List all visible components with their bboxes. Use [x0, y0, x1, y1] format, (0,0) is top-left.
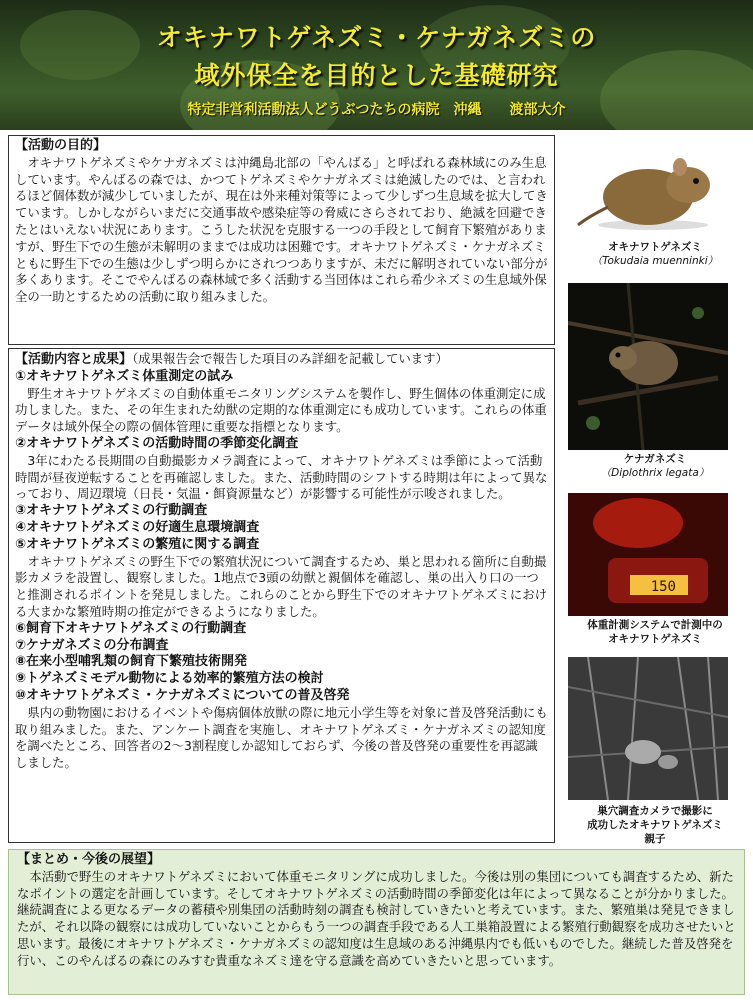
caption-diplothrix-sci: （Diplothrix legata）	[600, 467, 710, 479]
result-text-2: 3年にわたる長期間の自動撮影カメラ調査によって、オキナワトゲネズミは季節によって活動時間が昼夜逆転することを再確認しました。また、活動時間のシフトする時期は年によって異なっており、周辺環境（日長・気温・餌資源量など）が影響する可能性が示唆されました。	[15, 452, 548, 502]
photo-weighing	[568, 493, 728, 616]
title-line1: オキナワトゲネズミ・ケナガネズミの	[156, 23, 597, 52]
scale-reading: 150	[650, 579, 676, 595]
summary-section	[8, 849, 745, 995]
photo-nest-camera	[568, 657, 728, 800]
caption-tokudaia	[560, 240, 750, 268]
result-item-4: ④オキナワトゲネズミの好適生息環境調査	[15, 519, 260, 535]
result-item-1: ①オキナワトゲネズミ体重測定の試み	[15, 368, 234, 384]
caption-nest-line3: 親子	[644, 833, 666, 845]
result-text-10: 県内の動物園におけるイベントや傷病個体放獣の際に地元小学生等を対象に普及啓発活動にも取り組みました。また、アンケート調査を実施し、オキナワトゲネズミ・ケナガネズミの認知度を調べたところ、回答者の2〜3割程度しか認知しておらず、今後の普及啓発の重要性を再認識しました。	[15, 704, 548, 771]
results-note: （成果報告会で報告した項目のみ詳細を記載しています）	[132, 351, 448, 366]
header-banner	[0, 0, 753, 130]
caption-weighing-line1: 体重計測システムで計測中の	[587, 619, 723, 631]
results-heading-row	[15, 351, 548, 369]
purpose-heading: 【活動の目的】	[15, 138, 107, 153]
spiny-rat-illustration	[568, 137, 728, 232]
purpose-section	[8, 135, 555, 345]
caption-tokudaia-sci: （Tokudaia muenninki）	[591, 255, 719, 267]
result-item-9: ⑨トゲネズミモデル動物による効率的繁殖方法の検討	[15, 671, 324, 687]
result-item-7: ⑦ケナガネズミの分布調査	[15, 637, 169, 653]
caption-diplothrix-name: ケナガネズミ	[623, 453, 687, 465]
result-text-5: オキナワトゲネズミの野生下での繁殖状況について調査するため、巣と思われる箇所に自動撮影カメラを設置し、観察しました。1地点で3頭の幼獣と親個体を確認し、巣の出入り口の一つと推測されるポイントを発見しました。これらのことから野生下でのオキナワトゲネズミにおける大まかな繁殖時期の推定ができるようになりました。	[15, 553, 548, 619]
results-section	[8, 348, 555, 843]
result-text-1: 野生オキナワトゲネズミの自動体重モニタリングシステムを製作し、野生個体の体重測定に成功しました。また、その年生まれた幼獣の定期的な体重測定にも成功しています。これらの体重データは域外保全の際の個体管理に重要な指標となります。	[15, 385, 547, 435]
result-item-5: ⑤オキナワトゲネズミの繁殖に関する調査	[15, 536, 260, 552]
nest-camera-illustration	[568, 657, 728, 800]
result-item-8: ⑧在来小型哺乳類の飼育下繁殖技術開発	[15, 654, 248, 670]
caption-tokudaia-name: オキナワトゲネズミ	[608, 241, 702, 253]
results-heading: 【活動内容と成果】	[15, 352, 133, 367]
scale-illustration	[568, 493, 728, 616]
caption-nest-line1: 巣穴調査カメラで撮影に	[597, 805, 713, 817]
summary-body: 本活動で野生のオキナワトゲネズミにおいて体重モニタリングに成功しました。今後は別の集団についても調査するため、新たなポイントの選定を計画しています。そしてオキナワトゲネズミの活動時間の季節変化は年によって異なることが分かりました。継続調査による更なるデータの蓄積や別集団の活動時刻の調査も検討していきたいと考えています。また、繁殖巣は発見できましたが、それ以降の観察には成功していないことからもう一つの調査手段である人工巣箱設置による繁殖行動観察を成功させたいと思います。最後にオキナワトゲネズミ・ケナガネズミの認知度は生息域のある沖縄県内でも低いものでした。継続した普及啓発を行い、このやんばるの森にのみすむ貴重なネズミ達を守る意識を高めていきたいと思っています。	[17, 868, 736, 968]
purpose-body: オキナワトゲネズミやケナガネズミは沖縄島北部の「やんばる」と呼ばれる森林域にのみ生息しています。やんばるの森では、かつてトゲネズミやケナガネズミは絶滅したのでは、と言われるほど個体数が減少していましたが、現在は外来種対策等によって少しずつ生息域を拡大してきています。しかしながらいまだに交通事故や感染症等の脅威にさらされており、絶滅を回避できたとはいえない状況にあります。こうした状況を克服する一つの手段として飼育下繁殖がありますが、野生下での生態が未解明のままでは成功は困難です。オキナワトゲネズミ・ケナガネズミともに野生下での生態は少しずつ明らかにされつつありますが、未だに解明されていない部分が多くあります。そこでやんばるの森林域で多く活動する当団体はこれら希少ネズミの生息域外保全の一助とするための活動に取り組みました。	[15, 154, 548, 305]
caption-diplothrix	[560, 452, 750, 480]
author-line: 特定非営利活動法人どうぶつたちの病院 沖縄 渡部大介	[187, 102, 566, 118]
caption-weighing	[560, 618, 750, 646]
photo-diplothrix	[568, 283, 728, 450]
result-item-2: ②オキナワトゲネズミの活動時間の季節変化調査	[15, 435, 299, 451]
caption-nest-camera	[560, 804, 750, 846]
result-item-6: ⑥飼育下オキナワトゲネズミの行動調査	[15, 620, 247, 636]
photo-tokudaia	[568, 137, 728, 232]
title-line2: 域外保全を目的とした基礎研究	[194, 61, 559, 90]
summary-heading: 【まとめ・今後の展望】	[17, 852, 161, 867]
caption-nest-line2: 成功したオキナワトゲネズミ	[587, 819, 723, 831]
result-item-3: ③オキナワトゲネズミの行動調査	[15, 503, 208, 519]
caption-weighing-line2: オキナワトゲネズミ	[608, 633, 702, 645]
result-item-10: ⑩オキナワトゲネズミ・ケナガネズミについての普及啓発	[15, 687, 350, 703]
long-haired-rat-illustration	[568, 283, 728, 450]
